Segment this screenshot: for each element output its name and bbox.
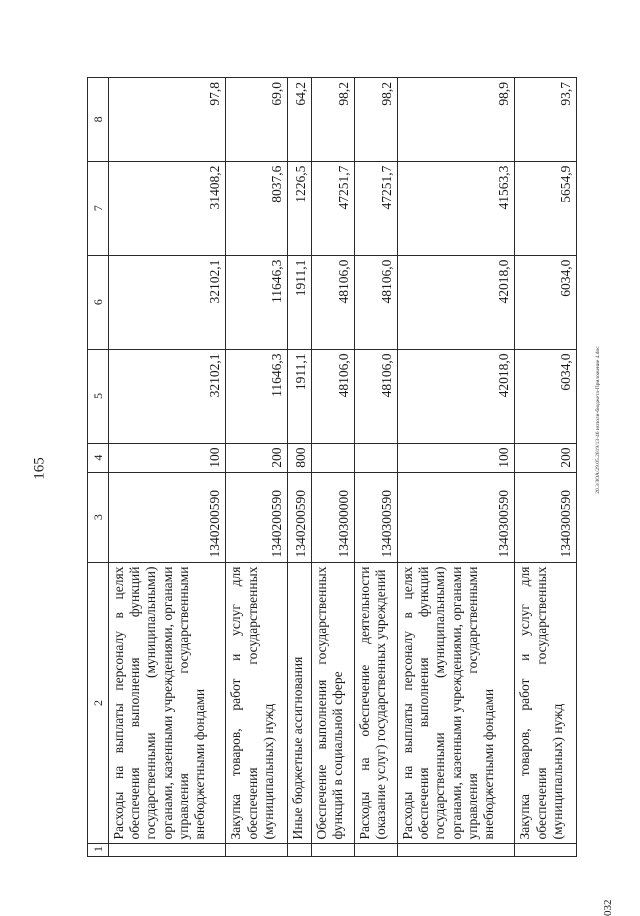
amount-cell: 5654,9 (515, 161, 577, 255)
row-index-cell (226, 844, 288, 857)
table-row (355, 78, 398, 857)
expense-name-cell: Расходы на обеспечение деятельности (оказание услуг) государственных учреждений (355, 562, 398, 844)
row-index-cell (312, 844, 355, 857)
amount-cell: 42018,0 (398, 349, 515, 443)
type-cell: 200 (226, 443, 288, 472)
row-index-cell (109, 844, 226, 857)
expense-name-cell: Расходы на выплаты персоналу в целях обеспечения выполнения функций государственными (муниципальными) органами, казенными учреждениями, органами управления государственными внебюджетными фондами (109, 562, 226, 844)
amount-cell: 42018,0 (398, 255, 515, 349)
amount-cell: 32102,1 (109, 255, 226, 349)
type-cell: 100 (109, 443, 226, 472)
table-row (109, 78, 226, 857)
amount-cell: 31408,2 (109, 161, 226, 255)
expense-name-cell: Обеспечение выполнения государственных функций в социальной сфере (312, 562, 355, 844)
code-cell: 1340300590 (515, 472, 577, 562)
header-cell: 5 (88, 349, 109, 443)
amount-cell: 6034,0 (515, 349, 577, 443)
amount-cell: 48106,0 (355, 349, 398, 443)
header-row (88, 78, 109, 857)
expense-name-cell: Иные бюджетные ассигнования (287, 562, 311, 844)
amount-cell: 6034,0 (515, 255, 577, 349)
amount-cell: 41563,3 (398, 161, 515, 255)
percent-cell: 98,2 (355, 78, 398, 162)
percent-cell: 93,7 (515, 78, 577, 162)
amount-cell: 48106,0 (312, 255, 355, 349)
budget-table-container (87, 77, 577, 857)
amount-cell: 11646,3 (226, 349, 288, 443)
budget-table (87, 77, 577, 857)
amount-cell: 48106,0 (355, 255, 398, 349)
type-cell (312, 443, 355, 472)
amount-cell: 48106,0 (312, 349, 355, 443)
amount-cell: 32102,1 (109, 349, 226, 443)
row-index-cell (515, 844, 577, 857)
percent-cell: 69,0 (226, 78, 288, 162)
percent-cell: 64,2 (287, 78, 311, 162)
table-row (287, 78, 311, 857)
type-cell: 800 (287, 443, 311, 472)
type-cell: 200 (515, 443, 577, 472)
header-cell: 8 (88, 78, 109, 162)
header-cell: 7 (88, 161, 109, 255)
row-index-cell (398, 844, 515, 857)
percent-cell: 98,2 (312, 78, 355, 162)
page-number: 165 (31, 457, 48, 480)
code-cell: 1340300590 (355, 472, 398, 562)
table-row (398, 78, 515, 857)
table-row (226, 78, 288, 857)
amount-cell: 8037,6 (226, 161, 288, 255)
header-cell: 4 (88, 443, 109, 472)
expense-name-cell: Закупка товаров, работ и услуг для обеспечения государственных (муниципальных) нужд (226, 562, 288, 844)
amount-cell: 1911,1 (287, 255, 311, 349)
table-row (515, 78, 577, 857)
table-row (312, 78, 355, 857)
code-cell: 1340200590 (109, 472, 226, 562)
expense-name-cell: Закупка товаров, работ и услуг для обеспечения государственных (муниципальных) нужд (515, 562, 577, 844)
header-cell: 3 (88, 472, 109, 562)
header-cell: 6 (88, 255, 109, 349)
code-cell: 1340300000 (312, 472, 355, 562)
header-cell: 2 (88, 562, 109, 844)
code-cell: 1340200590 (287, 472, 311, 562)
amount-cell: 1911,1 (287, 349, 311, 443)
amount-cell: 47251,7 (355, 161, 398, 255)
type-cell: 100 (398, 443, 515, 472)
amount-cell: 47251,7 (312, 161, 355, 255)
corner-number: 032 (602, 899, 614, 916)
code-cell: 1340300590 (398, 472, 515, 562)
type-cell (355, 443, 398, 472)
row-index-cell (287, 844, 311, 857)
amount-cell: 1226,5 (287, 161, 311, 255)
header-cell: 1 (88, 844, 109, 857)
code-cell: 1340200590 (226, 472, 288, 562)
amount-cell: 11646,3 (226, 255, 288, 349)
percent-cell: 98,9 (398, 78, 515, 162)
expense-name-cell: Расходы на выплаты персоналу в целях обеспечения выполнения функций государственными (муниципальными) органами, казенными учреждениями, органами управления государственными внебюджетными фондами (398, 562, 515, 844)
footer-file-path-text: 20.3/ЗОА/29.05.2019/13-46 исполн-бюджета-Приложение 4.doc (595, 346, 601, 494)
row-index-cell (355, 844, 398, 857)
percent-cell: 97,8 (109, 78, 226, 162)
